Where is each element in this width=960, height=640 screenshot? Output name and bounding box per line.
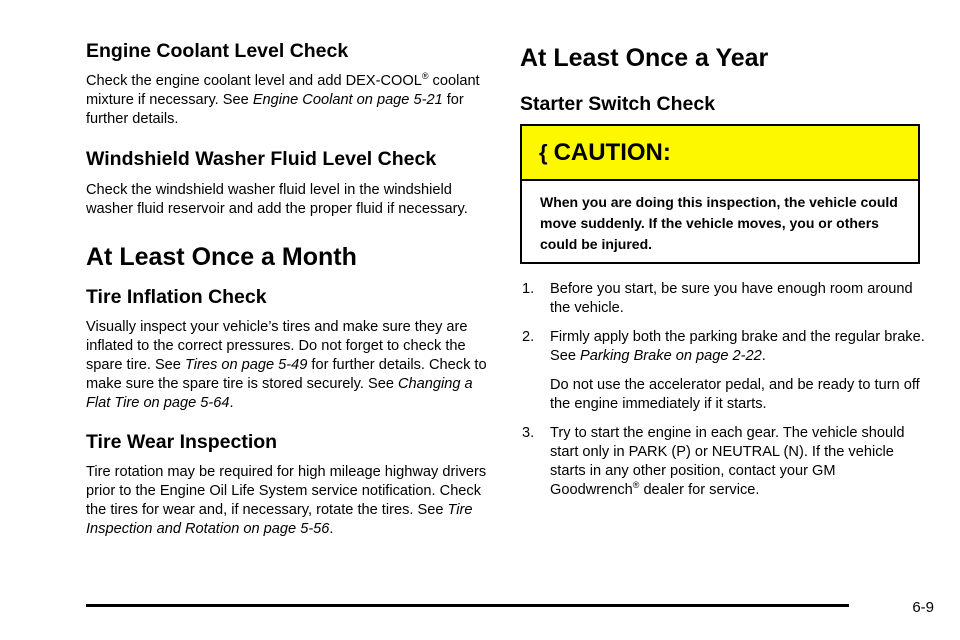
tires-reference-link[interactable]: Tires on page 5-49: [184, 357, 308, 374]
parking-brake-reference-link[interactable]: Parking Brake on page 2-22: [580, 348, 762, 364]
steps-list: [522, 280, 927, 500]
step-text: Before you start, be sure you have enough room around the vehicle.: [550, 281, 913, 316]
step-text-part: dealer for service.: [639, 482, 760, 498]
washer-heading: Windshield Washer Fluid Level Check: [86, 148, 437, 171]
tire-wear-paragraph: [86, 463, 491, 539]
coolant-text-3: for further details.: [86, 92, 464, 128]
list-item: [522, 280, 927, 318]
list-item: [522, 328, 927, 414]
tire-wear-heading: Tire Wear Inspection: [86, 431, 278, 454]
tire-wear-text-2: .: [329, 521, 334, 538]
step-number: 2.: [522, 329, 535, 345]
footer-rule: [86, 604, 849, 607]
starter-heading: Starter Switch Check: [520, 92, 716, 115]
tire-inflation-text-2: for further details. Check to make sure the spare tire is stored securely. See: [86, 357, 487, 393]
coolant-reference-link[interactable]: Engine Coolant on page 5-21: [252, 92, 443, 109]
caution-header: [522, 126, 918, 181]
step-text: [550, 328, 927, 414]
caution-text: When you are doing this inspection, the vehicle could move suddenly. If the vehicle moves, you or others could be injured.: [540, 194, 898, 252]
tire-inflation-text-3: .: [229, 395, 234, 412]
year-heading: At Least Once a Year: [520, 44, 769, 72]
coolant-text: Check the engine coolant level and add DEX-COOL: [86, 73, 422, 90]
coolant-text-2: coolant mixture if necessary. See: [86, 73, 480, 109]
list-item: [522, 424, 927, 500]
month-heading: At Least Once a Month: [86, 242, 357, 271]
tire-rotation-reference-link[interactable]: Tire Inspection and Rotation on page 5-56: [86, 502, 473, 538]
page-number: 6-9: [912, 599, 934, 616]
tire-wear-text: Tire rotation may be required for high mileage highway drivers prior to the Engine Oil Life System service notification. Check the tires for wear and, if necessary, rotate the tires. See: [86, 464, 487, 519]
coolant-heading: Engine Coolant Level Check: [86, 40, 349, 62]
washer-paragraph: Check the windshield washer fluid level in the windshield washer fluid reservoir and add the proper fluid if necessary.: [86, 181, 468, 217]
registered-mark: ®: [632, 480, 640, 490]
tire-inflation-paragraph: [86, 318, 491, 413]
tire-inflation-heading: Tire Inflation Check: [86, 285, 267, 308]
step-text-part: Firmly apply both the parking brake and the regular brake. See: [550, 329, 925, 364]
step-text-part: .: [761, 348, 766, 364]
flat-tire-reference-link[interactable]: Changing a Flat Tire on page 5-64: [86, 376, 473, 412]
caution-icon: {: [539, 139, 548, 165]
caution-box: [520, 124, 920, 264]
step-number: 1.: [522, 281, 535, 297]
left-column: [86, 40, 491, 539]
caution-title: CAUTION:: [553, 138, 671, 166]
tire-inflation-text: Visually inspect your vehicle’s tires and make sure they are inflated to the correct pressures. Do not forget to check the spare tire. See: [86, 319, 468, 374]
step-text: [550, 424, 927, 500]
coolant-paragraph: [86, 72, 491, 129]
right-column-headings: [520, 44, 925, 125]
step-text-part: Try to start the engine in each gear. The vehicle should start only in PARK (P) or NEUTRAL (N). If the vehicle starts in any other position, contact your GM Goodwrench: [550, 425, 905, 498]
step-number: 3.: [522, 425, 535, 441]
step-note: Do not use the accelerator pedal, and be ready to turn off the engine immediately if it starts.: [550, 377, 920, 412]
registered-mark: ®: [421, 71, 429, 82]
